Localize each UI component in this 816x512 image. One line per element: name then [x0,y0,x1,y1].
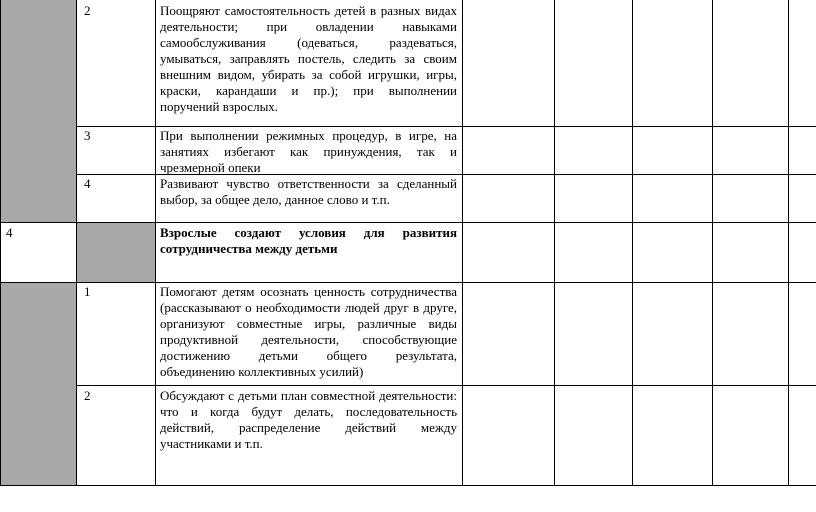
grid-line [76,0,77,486]
shaded-cell [77,222,155,282]
section-heading: Взрослые создают условия для развития сотрудничества между детьми [160,225,457,256]
grid-line [632,0,633,486]
row-text: При выполнении режимных процедур, в игре, на занятиях избегают как принуждения, так и чрезмерной опеки [160,128,457,175]
grid-line [77,126,816,127]
grid-line [0,282,816,283]
grid-line [462,0,463,486]
shaded-cell [0,282,77,485]
section-number: 4 [6,225,13,240]
row-number: 3 [84,128,91,143]
row-text: Поощряют самостоятельность детей в разных видах деятельности; при овладении навыками самообслуживания (одеваться, раздеваться, умываться, заправлять постель, следить за своим внешним видом, убирать за собой игрушки, игры, краски, карандаши и пр.); при выполнении поручений взрослых. [160,3,457,114]
grid-line [0,485,816,486]
shaded-cell [0,0,77,222]
row-number: 1 [84,284,91,299]
grid-line [77,385,816,386]
grid-line [554,0,555,486]
row-text: Помогают детям осознать ценность сотрудничества (рассказывают о необходимости людей друг в друге, организуют совместные игры, различные виды продуктивной деятельности, способствующие достижению детьми общего результата, объединению коллективных усилий) [160,284,457,379]
grid-line [155,0,156,486]
row-number: 2 [84,388,91,403]
grid-line [0,222,816,223]
row-text: Развивают чувство ответственности за сделанный выбор, за общее дело, данное слово и т.п. [160,176,457,207]
grid-line [0,0,1,486]
row-text: Обсуждают с детьми план совместной деятельности: что и когда будут делать, последовательность действий, распределение действий между участниками и т.п. [160,388,457,451]
grid-line [788,0,789,486]
grid-line [712,0,713,486]
row-number: 2 [84,3,91,18]
row-number: 4 [84,176,91,191]
